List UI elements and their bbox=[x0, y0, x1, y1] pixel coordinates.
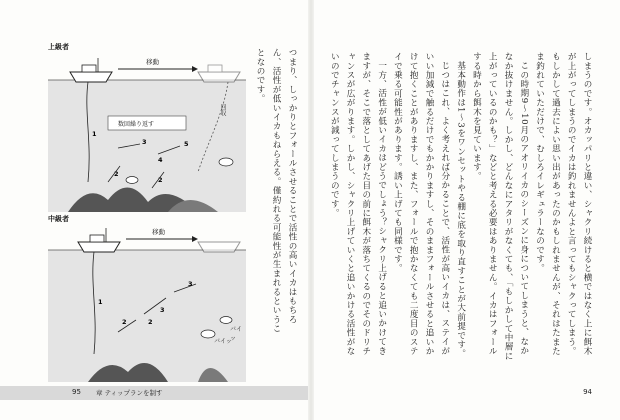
right-body-text bbox=[325, 52, 594, 362]
step-label: 2 bbox=[114, 170, 119, 178]
middle-panel-title: 中級者 bbox=[48, 215, 69, 223]
left-page bbox=[0, 0, 308, 420]
right-page bbox=[314, 0, 620, 420]
move-label: 移動 bbox=[152, 228, 165, 236]
right-paragraph: しまうのです。オカッパリと違い、シャクリ続けると横ではなく上に餌木が上がってしまうのでイカは釣れませんよと言ってもシャクってしまう。もしかして過去によい思い出があったのかもしれませんが、それはたまたま釣れていただけで、むしろイレギュラーなのです。 bbox=[534, 52, 592, 356]
upper-panel-title: 上級者 bbox=[48, 43, 69, 51]
step-label: 2 bbox=[122, 318, 127, 326]
repeat-label: 数回繰り返す bbox=[118, 121, 155, 128]
left-body-text bbox=[252, 48, 300, 338]
left-footer bbox=[0, 386, 308, 400]
step-label: 3 bbox=[160, 306, 165, 314]
step-label: 3 bbox=[142, 138, 147, 146]
water-area bbox=[48, 250, 246, 382]
step-label: 1 bbox=[98, 298, 103, 306]
boat-moved-icon bbox=[198, 242, 240, 252]
step-label: 2 bbox=[148, 318, 153, 326]
chapter-title: 章 ティップランを制す bbox=[96, 389, 163, 397]
water-area bbox=[48, 80, 246, 212]
squid-icon bbox=[126, 177, 138, 184]
right-paragraph: じつはこれ、よく考えれば分かることで、活性が高いイカは、ステイがいい加減で触るだけでもかかりますし、そのままフォールさせると追いかけて抱くことがありますし、また、フォールで抱かなくても二度目のステイで乗る可能性があります。誘い上げても同様です。 bbox=[392, 52, 450, 356]
right-paragraph: 一方、活性が低いイカはどうでしょう？シャクリ上げると追いかけてきますが、そこで落としてあげた目の前に餌木が落ちてくるのでそのドリチャンスが広がります。しかし、シャクリ上げていくと追いかける活性がないのでチャンスが減ってしまうのです。 bbox=[329, 52, 387, 356]
boat-moved-icon bbox=[198, 65, 240, 82]
move-label: 移動 bbox=[146, 58, 159, 66]
boat-icon bbox=[78, 228, 120, 252]
squid-icon bbox=[220, 317, 232, 324]
right-page-number: 94 bbox=[583, 388, 592, 396]
squid-icon bbox=[219, 158, 233, 166]
step-label: 5 bbox=[184, 140, 189, 148]
right-paragraph: 基本動作は1～3をワンセットやる棚に底を取り直すことが大前提です。 bbox=[455, 60, 466, 358]
right-paragraph: この時期9～10月のアオリイカのシーズンに身についてしまうと、なかなか抜けません。しかし、どんなにアタリがなくても、「もしかして中層に上がっているのかも？」などと考える必要はありません。イカはフォールする時から餌木を見ています。 bbox=[471, 52, 529, 361]
step-label: 1 bbox=[92, 130, 97, 138]
middle-diagram bbox=[48, 214, 246, 382]
step-label: 4 bbox=[158, 156, 163, 164]
recover-label: 回収 bbox=[219, 104, 226, 116]
boat-icon bbox=[70, 58, 112, 82]
right-footer bbox=[314, 386, 620, 400]
technique-figure bbox=[48, 42, 246, 382]
upper-panel bbox=[48, 42, 246, 212]
middle-panel bbox=[48, 214, 246, 382]
step-label: 3 bbox=[188, 280, 193, 288]
squid-icon bbox=[201, 330, 215, 338]
left-paragraph: つまり、しっかりとフォールさせることで活性の高いイカはもちろん、活性が低いイカもねらえる。僅約れる可能性が生まれるということなのです。 bbox=[255, 48, 297, 334]
step-label: 2 bbox=[158, 176, 163, 184]
left-page-number: 95 bbox=[72, 388, 81, 396]
bite-label: バイッ bbox=[230, 326, 243, 342]
bite-label: バイッ bbox=[214, 338, 232, 345]
